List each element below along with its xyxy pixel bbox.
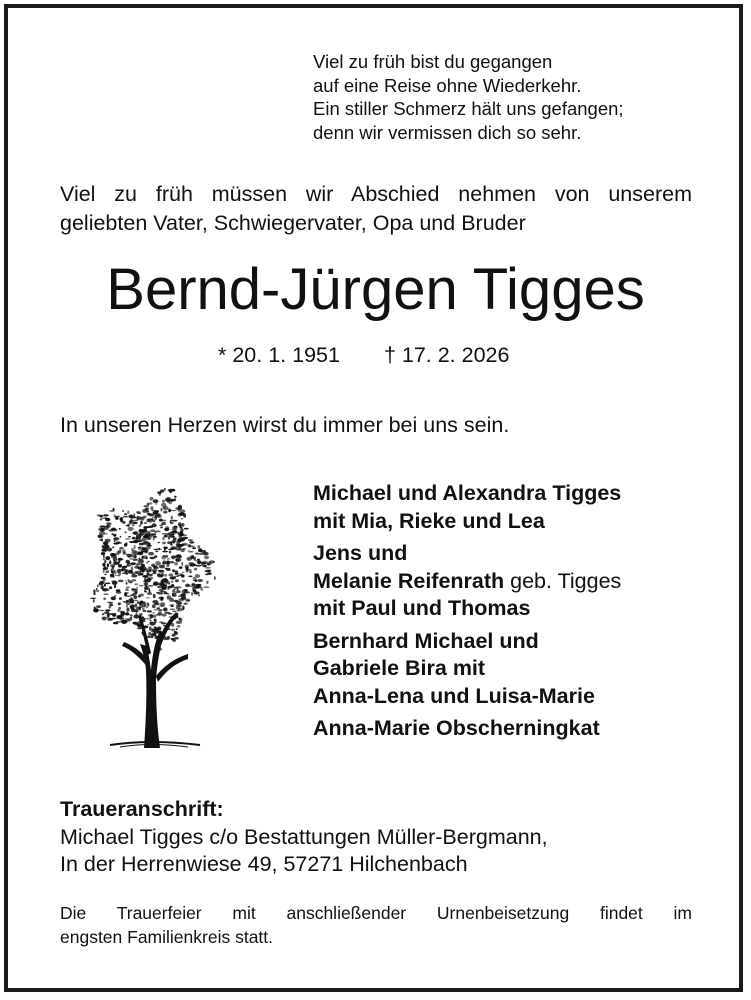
mourner-line: Michael und Alexandra Tigges	[313, 481, 622, 505]
life-dates	[218, 340, 509, 370]
intro-line: geliebten Vater, Schwiegervater, Opa und Bruder	[60, 211, 526, 235]
mourner-group	[313, 628, 621, 711]
mourning-address	[60, 796, 548, 879]
mourner-group	[313, 480, 621, 535]
poem	[313, 50, 624, 144]
note-line: Die Trauerfeier mit anschließender Urnenbeisetzung findet im	[60, 903, 692, 923]
address-line: Michael Tigges c/o Bestattungen Müller-Bergmann,	[60, 824, 548, 849]
intro-text	[60, 180, 692, 238]
address-heading: Traueranschrift:	[60, 797, 224, 821]
mourner-group	[313, 540, 621, 623]
poem-line: Ein stiller Schmerz hält uns gefangen;	[313, 98, 624, 119]
mourners-list	[313, 480, 621, 748]
tree-icon	[80, 480, 220, 750]
mourner-line: mit Paul und Thomas	[313, 596, 531, 620]
mourner-group	[313, 715, 621, 743]
birth-date: * 20. 1. 1951	[218, 343, 340, 367]
poem-line: auf eine Reise ohne Wiederkehr.	[313, 74, 582, 96]
poem-line: Viel zu früh bist du gegangen	[313, 51, 553, 72]
poem-line: denn wir vermissen dich so sehr.	[313, 121, 582, 143]
mourner-line: Melanie Reifenrath	[313, 568, 505, 593]
ceremony-note	[60, 901, 692, 949]
mourner-line: Gabriele Bira mit	[313, 656, 486, 680]
maiden-name: geb. Tigges	[504, 568, 622, 593]
mourner-line: Jens und	[313, 541, 408, 565]
mourner-line: Anna-Marie Obscherningkat	[313, 716, 600, 740]
deceased-name: Bernd-Jürgen Tigges	[106, 257, 645, 322]
mourner-line: Anna-Lena und Luisa-Marie	[313, 683, 595, 708]
intro-line: Viel zu früh müssen wir Abschied nehmen von unserem	[60, 182, 692, 206]
mourner-line: mit Mia, Rieke und Lea	[313, 508, 545, 533]
address-line: In der Herrenwiese 49, 57271 Hilchenbach	[60, 852, 468, 876]
mourner-line: Bernhard Michael und	[313, 628, 539, 653]
note-line: engsten Familienkreis statt.	[60, 927, 274, 947]
motto: In unseren Herzen wirst du immer bei uns sein.	[60, 413, 510, 437]
death-date: † 17. 2. 2026	[383, 343, 510, 367]
